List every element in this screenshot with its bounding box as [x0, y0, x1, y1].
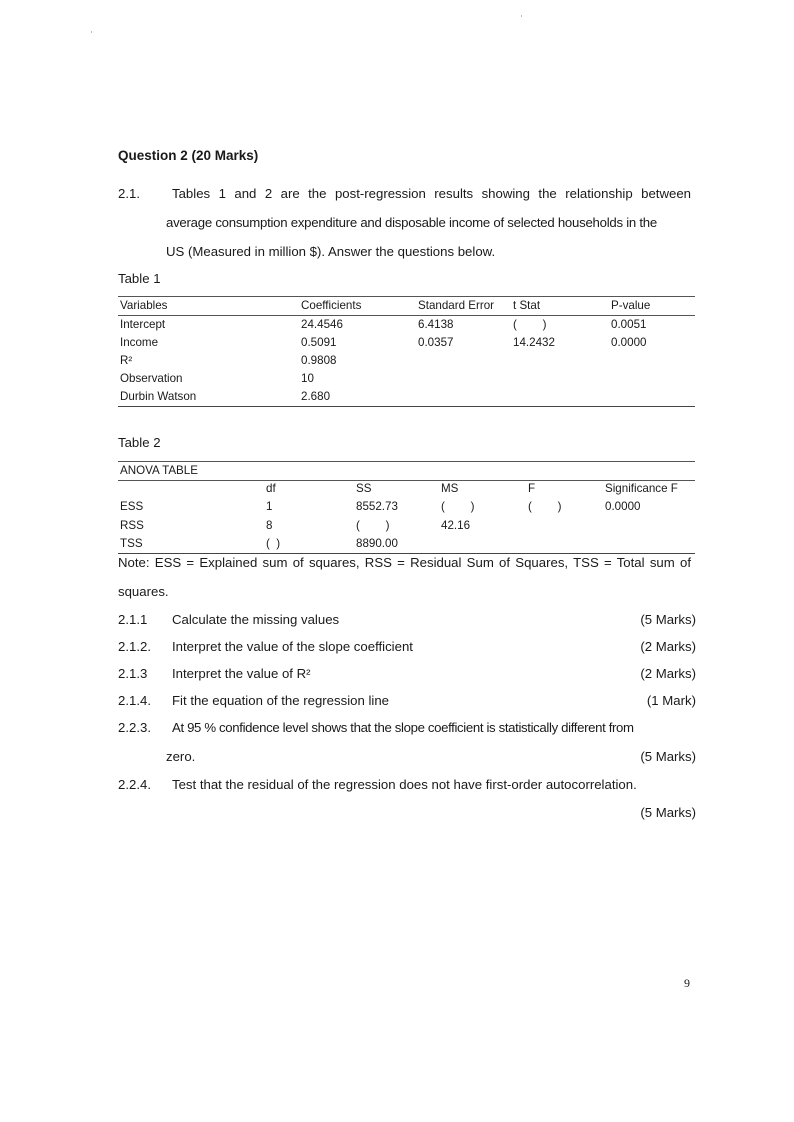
cell-ss: 8890.00: [356, 537, 398, 550]
table2-header-f: F: [528, 482, 536, 495]
table1-header-coefficients: Coefficients: [301, 299, 362, 312]
table1-header-std-error: Standard Error: [418, 299, 495, 312]
table1-header-variables: Variables: [120, 299, 168, 312]
intro-line-3: US (Measured in million $). Answer the questions below.: [166, 244, 496, 259]
intro-line-2: average consumption expenditure and disposable income of selected households in the: [166, 215, 657, 230]
cell-p-value: 0.0000: [611, 336, 647, 349]
subquestion-text: Test that the residual of the regression does not have first-order autocorrelation.: [172, 777, 637, 792]
table2-title: ANOVA TABLE: [120, 464, 198, 477]
table2-bottom-rule: [118, 553, 695, 554]
cell-coefficient: 24.4546: [301, 318, 343, 331]
subquestion-marks: (2 Marks): [640, 666, 696, 681]
cell-p-value: 0.0051: [611, 318, 647, 331]
page-number: 9: [684, 976, 690, 990]
cell-f-blank: ( ): [528, 500, 562, 513]
subquestion-number: 2.2.3.: [118, 720, 151, 735]
note-line-2: squares.: [118, 584, 169, 599]
cell-variable: Durbin Watson: [120, 390, 197, 403]
subquestion-text: Interpret the value of R²: [172, 666, 311, 681]
table1-header-rule: [118, 315, 695, 316]
subquestion-continuation: zero.: [166, 749, 196, 764]
cell-variable: Observation: [120, 372, 183, 385]
subquestion-number: 2.1.2.: [118, 639, 151, 654]
cell-significance-f: 0.0000: [605, 500, 641, 513]
cell-df: 1: [266, 500, 273, 513]
cell-ms: 42.16: [441, 519, 471, 532]
table1-header-p-value: P-value: [611, 299, 651, 312]
subquestion-marks: (1 Mark): [646, 693, 696, 708]
table2-label: Table 2: [118, 435, 161, 450]
table1-top-rule: [118, 296, 695, 297]
cell-df: 8: [266, 519, 273, 532]
table2-top-rule: [118, 461, 695, 462]
table2-header-ms: MS: [441, 482, 459, 495]
subquestion-text: Interpret the value of the slope coefficient: [172, 639, 413, 654]
cell-std-error: 0.0357: [418, 336, 454, 349]
intro-number: 2.1.: [118, 186, 140, 201]
cell-source: TSS: [120, 537, 143, 550]
cell-coefficient: 2.680: [301, 390, 331, 403]
subquestion-text: Calculate the missing values: [172, 612, 340, 627]
scan-speck: [91, 31, 92, 33]
table1-header-t-stat: t Stat: [513, 299, 541, 312]
question-title: Question 2 (20 Marks): [118, 148, 259, 163]
cell-df-blank: ( ): [266, 537, 281, 550]
subquestion-number: 2.2.4.: [118, 777, 151, 792]
cell-std-error: 6.4138: [418, 318, 454, 331]
table2-header-df: df: [266, 482, 276, 495]
cell-ms-blank: ( ): [441, 500, 475, 513]
cell-variable: Income: [120, 336, 159, 349]
subquestion-number: 2.1.1: [118, 612, 148, 627]
subquestion-text: Fit the equation of the regression line: [172, 693, 389, 708]
subquestion-number: 2.1.4.: [118, 693, 151, 708]
cell-coefficient: 0.9808: [301, 354, 337, 367]
table2-header-ss: SS: [356, 482, 372, 495]
cell-source: ESS: [120, 500, 144, 513]
cell-t-stat-blank: ( ): [513, 318, 547, 331]
subquestion-marks: (5 Marks): [640, 805, 696, 820]
subquestion-marks: (5 Marks): [640, 612, 696, 627]
cell-source: RSS: [120, 519, 144, 532]
table2-title-rule: [118, 480, 695, 481]
intro-line-1: Tables 1 and 2 are the post-regression results showing the relationship between: [172, 186, 691, 201]
cell-t-stat: 14.2432: [513, 336, 555, 349]
cell-ss-blank: ( ): [356, 519, 390, 532]
note-line-1: Note: ESS = Explained sum of squares, RSS = Residual Sum of Squares, TSS = Total sum of: [118, 555, 691, 570]
subquestion-number: 2.1.3: [118, 666, 148, 681]
table2-header-significance-f: Significance F: [605, 482, 678, 495]
cell-coefficient: 0.5091: [301, 336, 337, 349]
scan-speck: [521, 15, 522, 17]
subquestion-marks: (5 Marks): [640, 749, 696, 764]
cell-variable: R²: [120, 354, 133, 367]
cell-variable: Intercept: [120, 318, 166, 331]
table1-label: Table 1: [118, 271, 161, 286]
subquestion-marks: (2 Marks): [640, 639, 696, 654]
cell-ss: 8552.73: [356, 500, 398, 513]
table1-bottom-rule: [118, 406, 695, 407]
cell-coefficient: 10: [301, 372, 314, 385]
subquestion-text: At 95 % confidence level shows that the slope coefficient is statistically different from: [172, 720, 634, 735]
